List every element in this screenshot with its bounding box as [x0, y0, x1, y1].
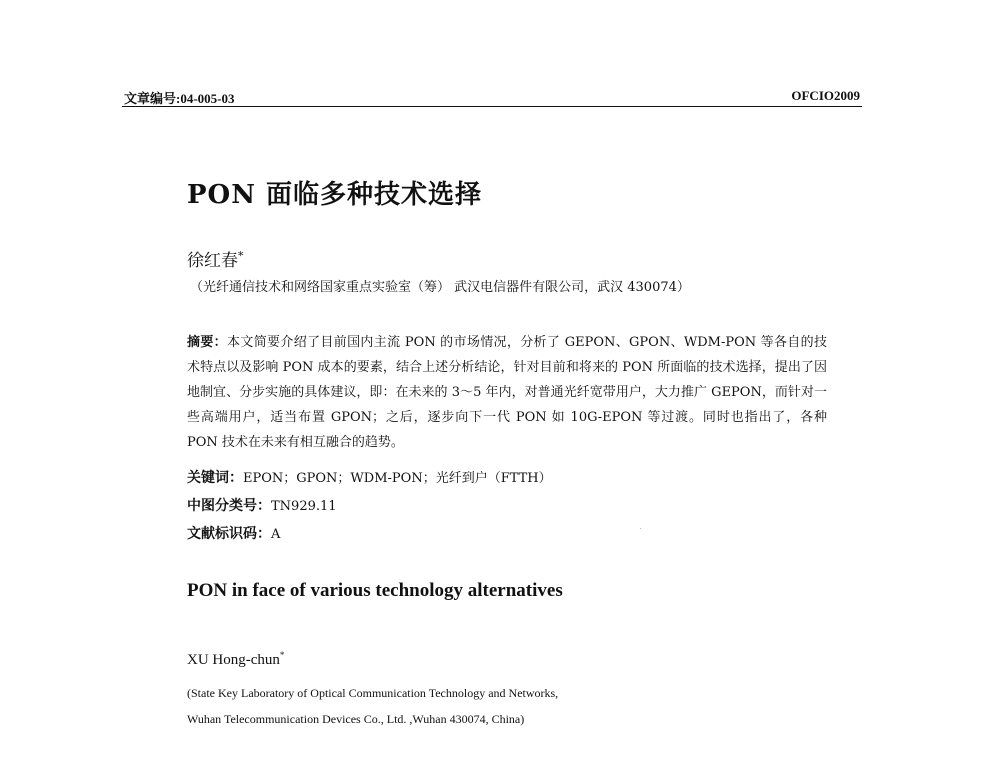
english-author-name: XU Hong-chun [187, 652, 280, 668]
chinese-author [187, 246, 244, 271]
keywords-label: 关键词： [187, 470, 243, 486]
chinese-author-name: 徐红春 [187, 251, 238, 271]
english-author-footnote-mark: * [279, 650, 285, 660]
english-affiliation-line-2: Wuhan Telecommunication Devices Co., Ltd. ,Wuhan 430074, China) [187, 712, 525, 726]
doc-code-value: A [271, 527, 281, 542]
page-header [122, 86, 862, 107]
english-author [187, 650, 284, 669]
conference-code: OFCIO2009 [791, 88, 860, 103]
classification-line [187, 495, 337, 515]
abstract-label: 摘要： [187, 335, 228, 350]
chinese-title: PON 面临多种技术选择 [187, 180, 483, 210]
chinese-affiliation: （光纤通信技术和网络国家重点实验室（筹） 武汉电信器件有限公司，武汉 430074） [190, 280, 690, 295]
author-footnote-mark: * [238, 249, 244, 263]
classification-label: 中图分类号： [187, 498, 271, 514]
doc-code-line [187, 523, 280, 543]
english-affiliation-line-1: (State Key Laboratory of Optical Communication Technology and Networks, [187, 686, 559, 700]
scan-speck [640, 528, 641, 529]
doc-code-label: 文献标识码： [187, 526, 271, 542]
english-title: PON in face of various technology alternatives [187, 580, 563, 601]
abstract-text: 本文简要介绍了目前国内主流 PON 的市场情况，分析了 GEPON、GPON、WDM-PON 等各自的技术特点以及影响 PON 成本的要素，结合上述分析结论，针对目前和将来的 PON 所面临的技术选择，提出了因地制宜、分步实施的具体建议，即：在未来的 3～5 年内，对普通光纤宽带用户，大力推广 GEPON，而针对一些高端用户，适当布置 GPON；之后，逐步向下一代 PON 如 10G-EPON 等过渡。同时也指出了，各种 PON 技术在未来有相互融合的趋势。 [187, 335, 827, 450]
keywords-line [187, 467, 552, 487]
chinese-abstract [187, 330, 827, 455]
article-number: 文章编号:04-005-03 [124, 91, 235, 106]
classification-value: TN929.11 [271, 499, 337, 514]
keywords-value: EPON；GPON；WDM-PON；光纤到户（FTTH） [243, 471, 552, 486]
